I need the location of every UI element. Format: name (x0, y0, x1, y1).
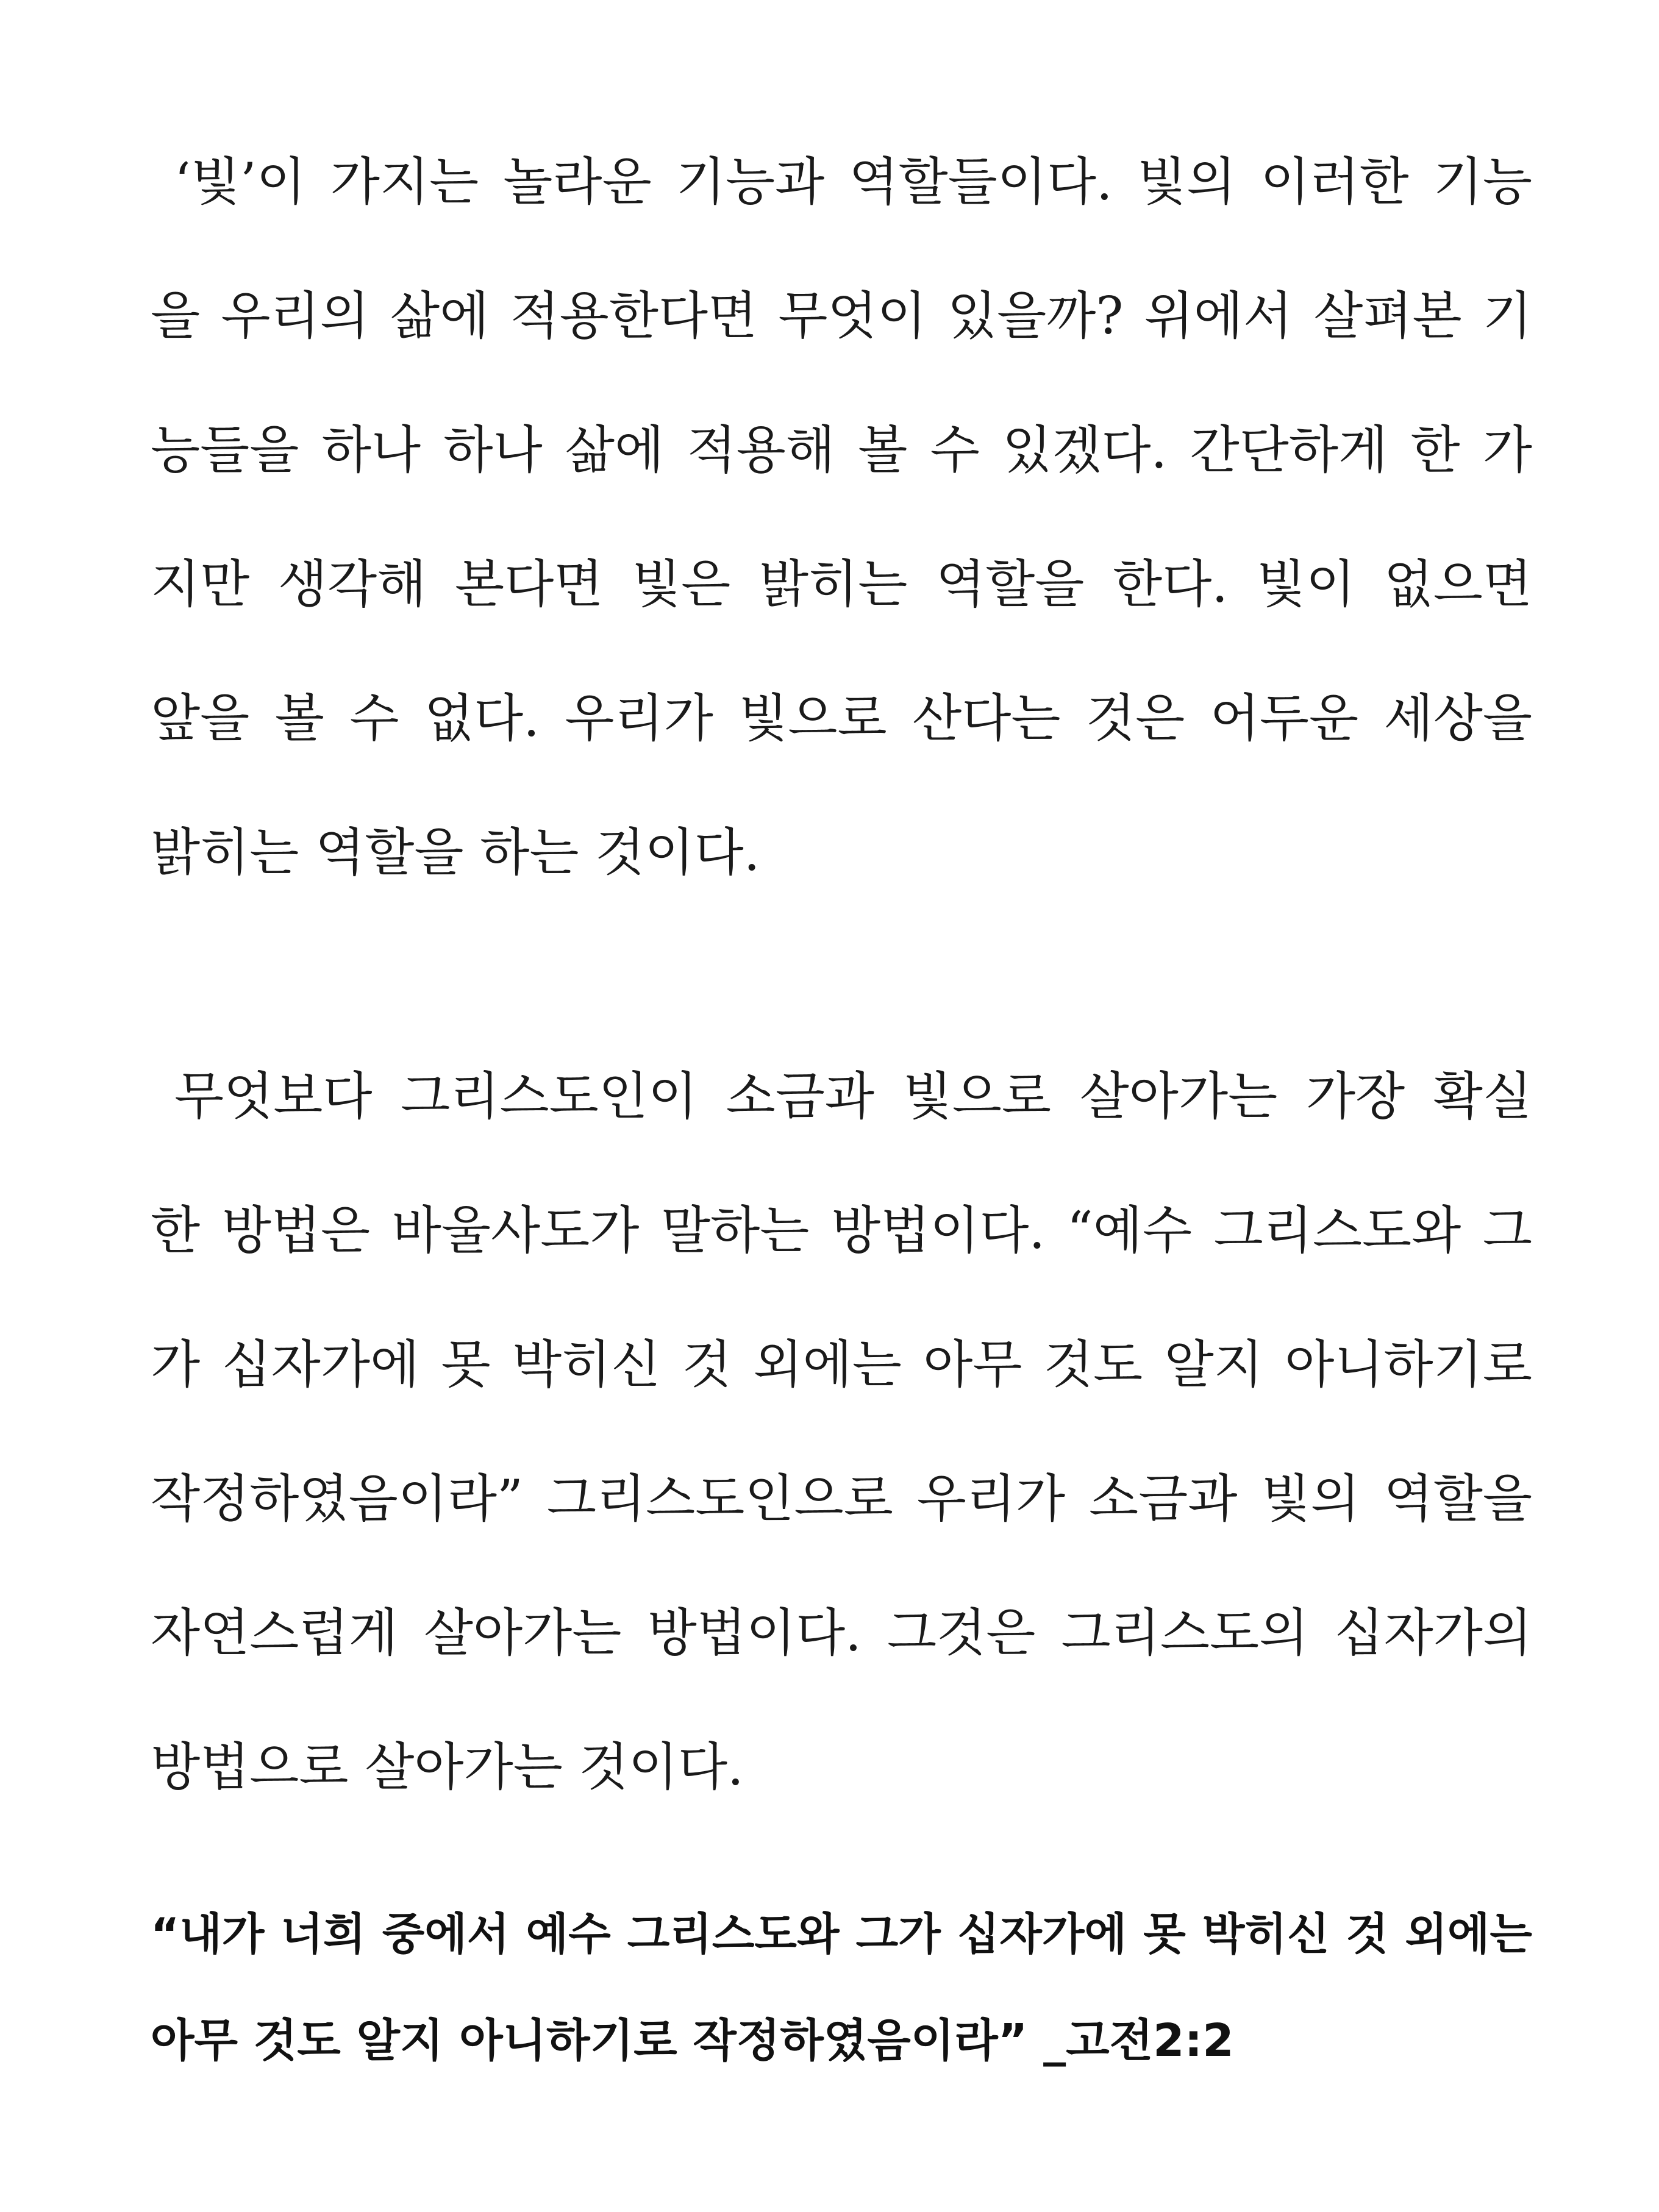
quote-line: “내가 너희 중에서 예수 그리스도와 그가 십자가에 못 박히신 것 외에는 (151, 1908, 1532, 1960)
paragraph-line: 자연스럽게 살아가는 방법이다. 그것은 그리스도의 십자가의 (151, 1603, 1532, 1663)
paragraph-line: 을 우리의 삶에 적용한다면 무엇이 있을까? 위에서 살펴본 기 (151, 286, 1532, 346)
paragraph-line: 한 방법은 바울사도가 말하는 방법이다. “예수 그리스도와 그 (151, 1201, 1532, 1260)
paragraph-line: 앞을 볼 수 없다. 우리가 빛으로 산다는 것은 어두운 세상을 (151, 688, 1532, 748)
paragraph-line: 가 십자가에 못 박히신 것 외에는 아무 것도 알지 아니하기로 (151, 1335, 1532, 1394)
paragraph-line: 무엇보다 그리스도인이 소금과 빛으로 살아가는 가장 확실 (174, 1066, 1532, 1126)
quote-line: 아무 것도 알지 아니하기로 작정하였음이라” _고전2:2 (151, 2014, 1234, 2067)
paragraph-line: ‘빛’이 가지는 놀라운 기능과 역할들이다. 빛의 이러한 기능 (174, 152, 1532, 212)
paragraph-line: 밝히는 역할을 하는 것이다. (151, 822, 760, 882)
paragraph-line: 작정하였음이라” 그리스도인으로 우리가 소금과 빛의 역할을 (151, 1469, 1532, 1529)
paragraph-line: 방법으로 살아가는 것이다. (151, 1737, 744, 1797)
paragraph-line: 능들을 하나 하나 삶에 적용해 볼 수 있겠다. 간단하게 한 가 (151, 420, 1532, 480)
paragraph-line: 지만 생각해 본다면 빛은 밝히는 역할을 한다. 빛이 없으면 (151, 554, 1532, 614)
